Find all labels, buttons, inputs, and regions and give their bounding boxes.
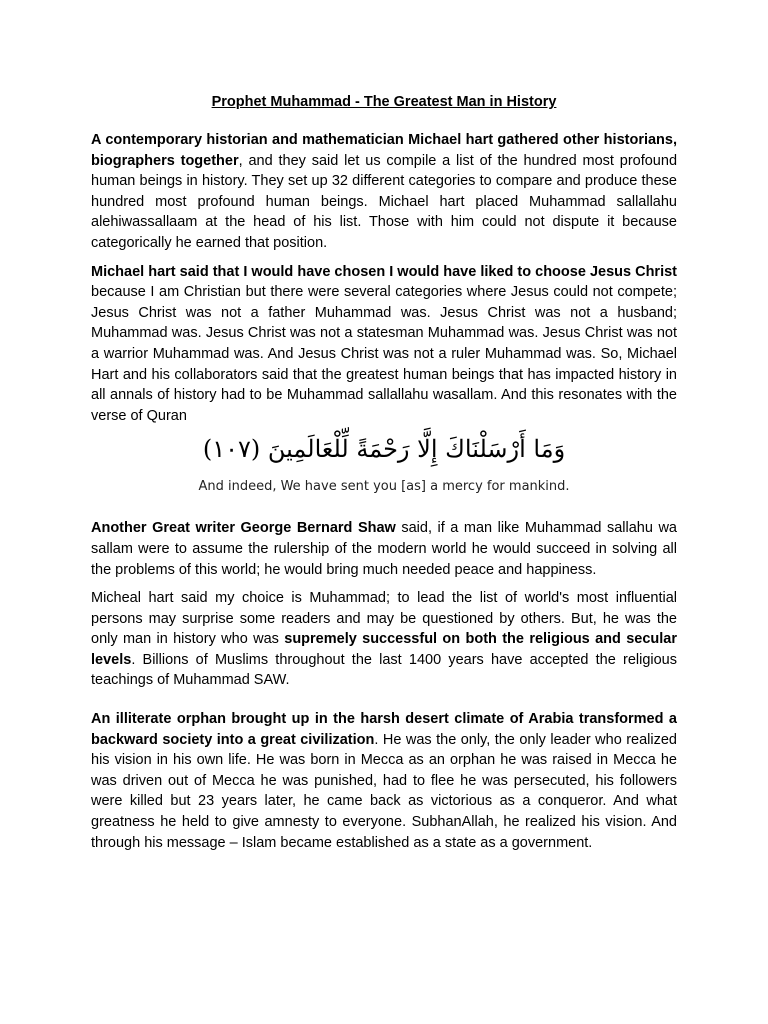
paragraph-bold-lead: An illiterate orphan brought up in the harsh desert climate of Arabia transformed a backward society into a great civilization	[91, 711, 677, 748]
document-title: Prophet Muhammad - The Greatest Man in History	[211, 94, 557, 110]
paragraph-jesus-christ-comparison	[91, 262, 677, 427]
paragraph-illiterate-orphan	[91, 709, 677, 853]
paragraph-bold-lead: Michael hart said that I would have chosen I would have liked to choose Jesus Christ	[91, 263, 677, 280]
quran-verse-translation: And indeed, We have sent you [as] a mercy for mankind.	[198, 479, 570, 495]
paragraph-bold-phrase: supremely successful on both the religious and secular levels	[91, 631, 677, 668]
paragraph-body: , and they said let us compile a list of the hundred most profound human beings in history. They set up 32 different categories to compare and produce these hundred most profound human beings. Michael hart placed Muhammad sallallahu alehiwassallaam at the head of his list. Those with him could not dispute it because categorically he earned that position.	[91, 152, 678, 251]
paragraph-body-start: Micheal hart said my choice is Muhammad; to lead the list of world's most influential persons may surprise some readers and may be questioned by others. But, he was the only man in history who was	[91, 590, 677, 648]
paragraph-bold-lead: Another Great writer George Bernard Shaw	[91, 520, 396, 537]
paragraph-body: . He was the only, the only leader who realized his vision in his own life. He was born in Mecca as an orphan he was raised in Mecca he was driven out of Mecca he was punished, had to flee he was persecuted, his followers were killed but 23 years later, he came back as victorious as a conqueror. And what greatness he held to give amnesty to everyone. SubhanAllah, he realized his vision. And through his message – Islam became established as a state as a government.	[91, 731, 677, 851]
paragraph-body: because I am Christian but there were several categories where Jesus could not compete; Jesus Christ was not a father Muhammad was. Jesus Christ was not a husband; Muhammad was. Jesus Christ was not a statesman Muhammad was. Jesus Christ was not a warrior Muhammad was. And Jesus Christ was not a ruler Muhammad was. So, Michael Hart and his collaborators said that the greatest human beings that has impacted history in all annals of history had to be Muhammad sallallahu wasallam. And this resonates with the verse of Quran	[91, 284, 677, 424]
paragraph-bold-lead: A contemporary historian and mathematician Michael hart gathered other historians, biographers together	[91, 132, 677, 169]
paragraph-michael-hart-list	[91, 130, 677, 254]
paragraph-body: said, if a man like Muhammad sallahu wa sallam were to assume the rulership of the modern world he would succeed in solving all the problems of this world; he would bring much needed peace and happiness.	[91, 520, 677, 578]
paragraph-body-end: . Billions of Muslims throughout the last 1400 years have accepted the religious teachings of Muhammad SAW.	[91, 651, 677, 689]
document-page	[91, 92, 677, 853]
quran-verse-arabic: وَمَا أَرْسَلْنَاكَ إِلَّا رَحْمَةً لِّلْعَالَمِينَ (١٠٧)	[202, 435, 566, 464]
paragraph-hart-choice	[91, 588, 677, 691]
paragraph-george-bernard-shaw	[91, 518, 677, 580]
